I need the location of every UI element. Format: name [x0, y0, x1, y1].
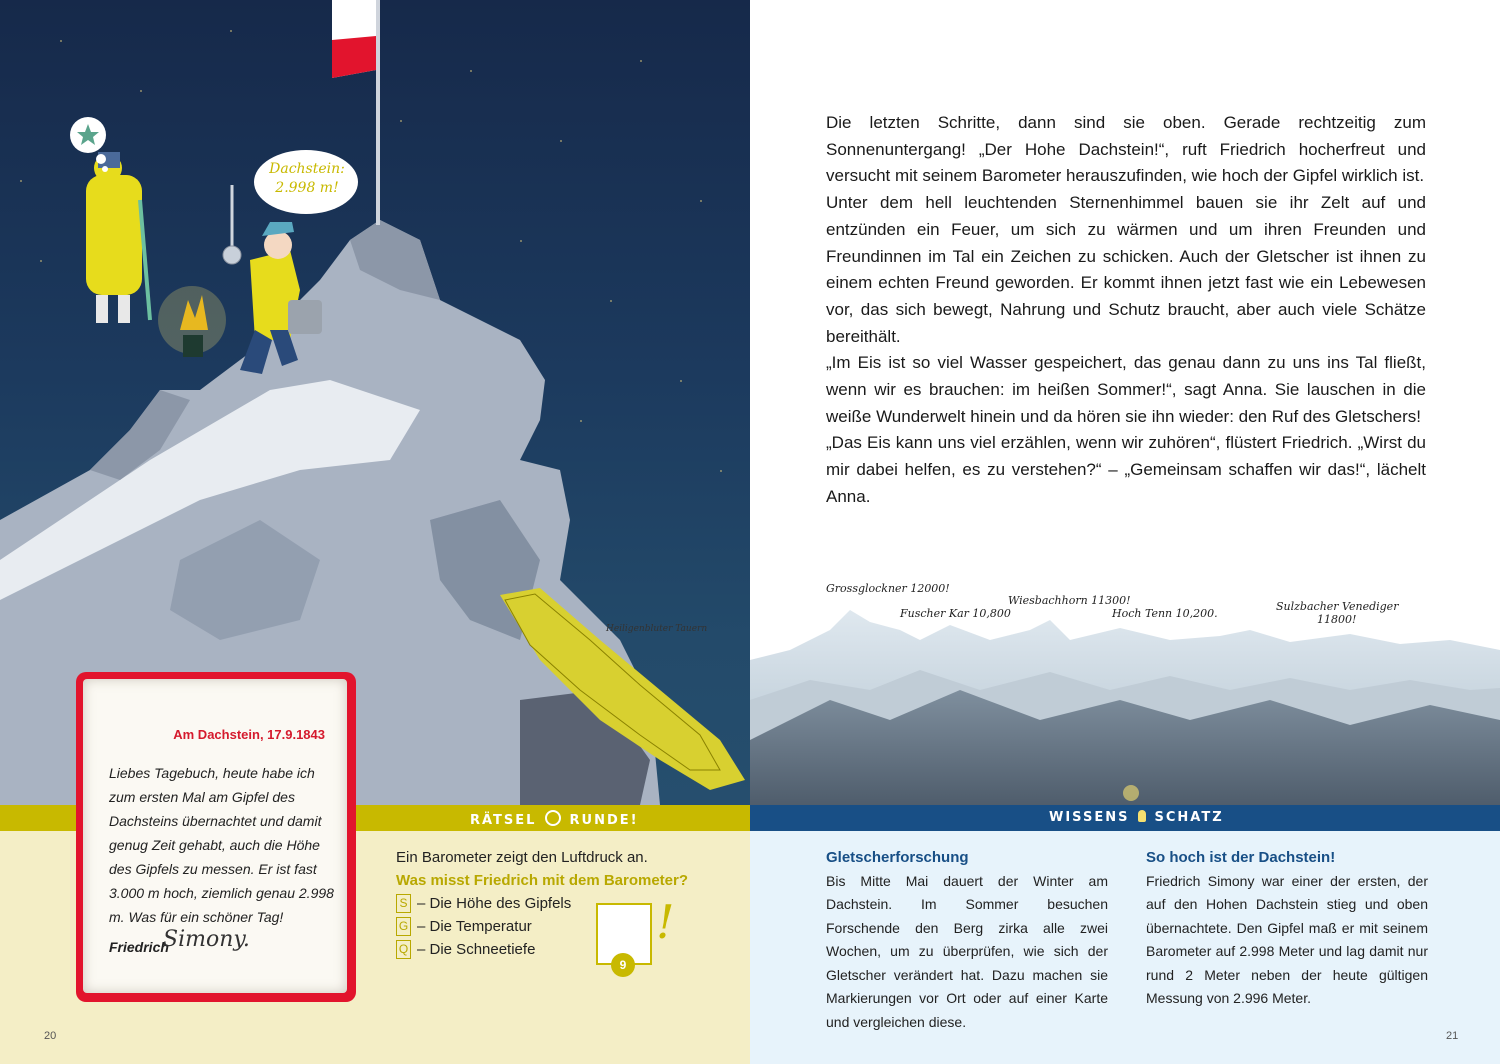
story-paragraph: Die letzten Schritte, dann sind sie oben. Gerade rechtzeitig zum Sonnenuntergang! „Der Hohe Dachstein!“, ruft Friedrich hocherfreut und versucht mit seinem Barometer herauszufinden, wie hoch der Gipfel wirklich ist.	[826, 113, 1426, 186]
riddle-question: Was misst Friedrich mit dem Barometer?	[396, 872, 689, 889]
label-grossglockner: Grossglockner 12000!	[826, 582, 950, 595]
wissen-col1-text: Bis Mitte Mai dauert der Winter am Dachstein. Im Sommer besuchen Forschende den Berg zirka alle zwei Wochen, um zu überprüfen, wie sich der Gletscher verändert hat. Dazu machen sie Markierungen vor Ort oder auf einer Karte und vergleichen diese.	[826, 872, 1108, 1030]
riddle-option	[396, 892, 736, 915]
riddle-option	[396, 915, 736, 938]
option-text: – Die Höhe des Gipfels	[417, 895, 572, 912]
story-paragraph: „Im Eis ist so viel Wasser gespeichert, das genau dann zu uns ins Tal fließt, wenn wir es brauchen: im heißen Sommer!“, sagt Anna. Sie lauschen in die weiße Wunderwelt hinein und da hören sie ihn wieder: den Ruf des Gletschers!	[826, 353, 1426, 426]
label-fuscher-kar: Fuscher Kar 10,800	[900, 607, 1011, 620]
raetsel-title-1: RÄTSEL	[470, 813, 537, 828]
option-letter: G	[396, 917, 411, 936]
story-text	[826, 110, 1426, 511]
wissen-col2-text: Friedrich Simony war einer der ersten, der auf den Hohen Dachstein stieg und oben übernachtete. Den Gipfel maß er mit seinem Barometer auf 2.998 Meter und lag damit nur rund 2 Meter neben der heute gültigen Messung von 2.996 Meter.	[1146, 872, 1428, 1006]
option-text: – Die Schneetiefe	[417, 941, 536, 958]
wissen-col2-title: So hoch ist der Dachstein!	[1146, 849, 1336, 866]
label-wiesbachhorn: Wiesbachhorn 11300!	[1008, 594, 1131, 607]
speech-line-2: 2.998 m!	[275, 180, 339, 196]
page-number-right: 21	[1446, 1030, 1459, 1042]
diary-signature-name: Friedrich	[109, 939, 169, 955]
page-number-left: 20	[44, 1030, 57, 1042]
stopwatch-icon	[545, 810, 561, 826]
answer-number-badge: 9	[611, 953, 635, 977]
speech-line-1: Dachstein:	[269, 161, 345, 177]
story-paragraph: Unter dem hell leuchtenden Sternenhimmel bauen sie ihr Zelt auf und entzünden ein Feuer, um sich zu wärmen und um ihren Freunden und Freundinnen im Tal ein Zeichen zu schicken. Auch der Gletscher ist ihnen zu einem echten Freund geworden. Er kommt ihnen jetzt fast wie ein Lebewesen vor, das sich bewegt, Nahrung und Schutz braucht, aber auch viele Schätze bereithält.	[826, 193, 1426, 346]
wissen-column-2	[1146, 846, 1428, 1011]
label-venediger-height: 11800!	[1317, 613, 1357, 626]
exclamation-mark: !	[656, 895, 675, 949]
label-heiligenbluter: Heiligenbluter Tauern	[606, 624, 708, 634]
option-text: – Die Temperatur	[417, 918, 532, 935]
lightbulb-icon	[1138, 810, 1146, 822]
riddle	[396, 846, 736, 961]
wissen-title	[1049, 810, 1224, 825]
label-venediger: Sulzbacher Venediger	[1276, 600, 1399, 613]
story-paragraph: „Das Eis kann uns viel erzählen, wenn wir zuhören“, flüstert Friedrich. „Wirst du mir dabei helfen, es zu verstehen?“ – „Gemeinsam schaffen wir das!“, lächelt Anna.	[826, 433, 1426, 506]
raetsel-title-2: RUNDE!	[569, 813, 639, 828]
diary-signature-script: Simony.	[163, 927, 250, 952]
wissen-column-1	[826, 846, 1108, 1034]
wissen-title-2: SCHATZ	[1154, 810, 1224, 825]
speech-bubble-text	[264, 160, 350, 198]
raetsel-title	[470, 810, 639, 828]
diary-date: Am Dachstein, 17.9.1843	[173, 727, 325, 742]
riddle-intro: Ein Barometer zeigt den Luftdruck an.	[396, 849, 648, 866]
diary-body: Liebes Tagebuch, heute habe ich zum ersten Mal am Gipfel des Dachsteins übernachtet und damit genug Zeit gehabt, auch die Höhe des Gipfels zu messen. Er ist fast 3.000 m hoch, ziemlich genau 2.998 m. Was für ein schöner Tag!	[109, 765, 334, 925]
riddle-option	[396, 938, 736, 961]
label-hoch-tenn: Hoch Tenn 10,200.	[1112, 607, 1218, 620]
wissen-col1-title: Gletscherforschung	[826, 849, 969, 866]
option-letter: Q	[396, 940, 411, 959]
diary-paper	[83, 679, 347, 993]
diary-card	[76, 672, 356, 1002]
wissen-title-1: WISSENS	[1049, 810, 1130, 825]
option-letter: S	[396, 894, 411, 913]
